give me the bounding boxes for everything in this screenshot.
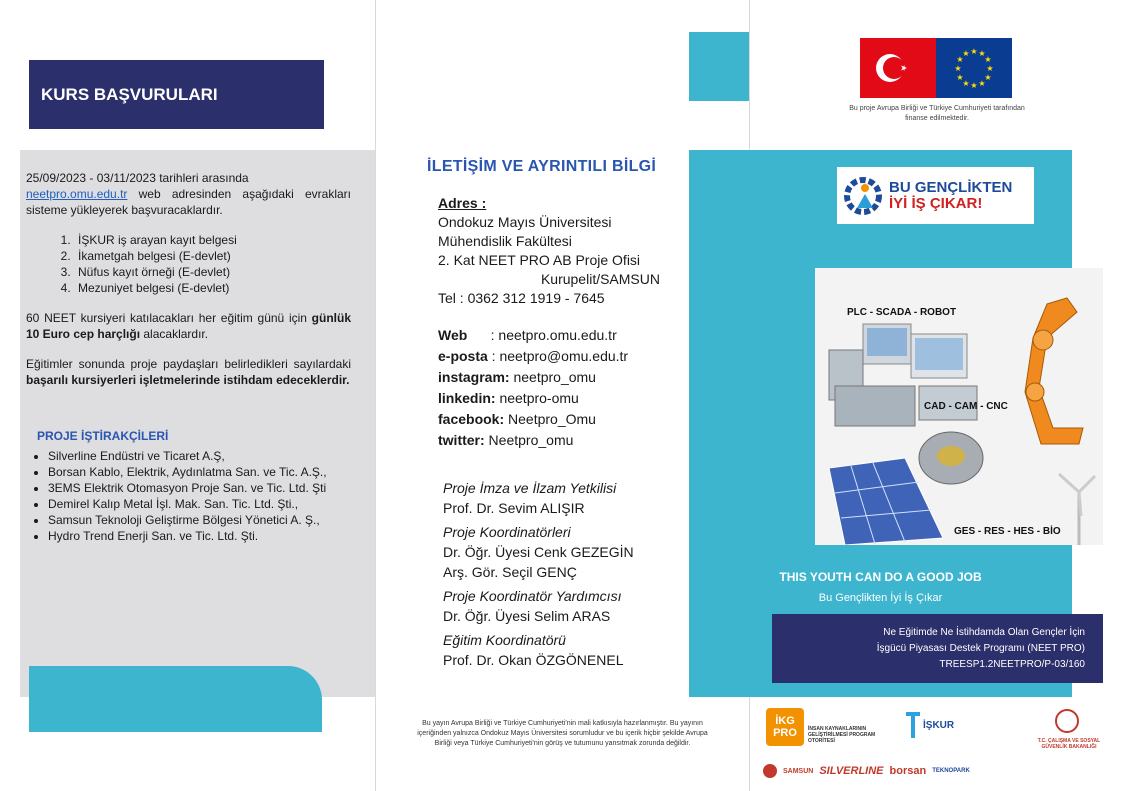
role-name: Dr. Öğr. Üyesi Selim ARAS <box>443 608 611 624</box>
svg-text:★: ★ <box>978 79 986 88</box>
sponsor-logos <box>763 762 1118 780</box>
role-title: Proje İmza ve İlzam Yetkilisi <box>443 480 617 496</box>
role-title: Eğitim Koordinatörü <box>443 632 566 648</box>
list-item: • Hydro Trend Enerji San. ve Tic. Ltd. Şti. <box>48 528 348 544</box>
role-name: Arş. Gör. Seçil GENÇ <box>443 564 577 580</box>
employment-text <box>26 356 351 388</box>
address-city: Kurupelit/SAMSUN <box>540 271 660 287</box>
sponsor-logo: SILVERLINE <box>819 765 884 777</box>
turkey-flag-icon <box>860 38 936 98</box>
program-line1: Ne Eğitimde Ne İstihdamda Olan Gençler İçin <box>883 627 1085 638</box>
photo-label: CAD - CAM - CNC <box>924 401 1008 412</box>
contact-label: e-posta <box>438 348 488 364</box>
youth-slogan <box>689 570 1072 604</box>
contact-label: linkedin: <box>438 390 496 406</box>
contact-email <box>438 346 628 367</box>
panel-divider-1 <box>375 0 376 791</box>
contact-value[interactable]: : neetpro.omu.edu.tr <box>467 327 617 343</box>
kurs-title-text: KURS BAŞVURULARI <box>41 84 218 104</box>
role-title: Proje Koordinatörleri <box>443 524 571 540</box>
eu-flag-icon <box>936 38 1012 98</box>
teal-decoration-left <box>29 666 322 732</box>
intro-paragraph <box>26 186 351 218</box>
ministry-seal-icon <box>1055 709 1079 733</box>
sponsor-logo: TEKNOPARK <box>932 768 970 774</box>
contact-linkedin <box>438 388 628 409</box>
teal-decoration-square <box>689 32 749 101</box>
telephone: Tel : 0362 312 1919 - 7645 <box>438 290 605 306</box>
sponsor-logo: borsan <box>889 765 927 777</box>
program-box <box>772 614 1103 683</box>
contact-list <box>438 325 628 451</box>
pocket-post: alacaklardır. <box>140 327 209 341</box>
photo-label: GES - RES - HES - BİO <box>954 526 1061 537</box>
eu-funding-note: Bu proje Avrupa Birliği ve Türkiye Cumhuriyeti tarafından finanse edilmektedir. <box>849 105 1025 122</box>
photo-label: PLC - SCADA - ROBOT <box>847 307 957 318</box>
address-label: Adres : <box>438 195 487 211</box>
contact-title: İLETİŞİM VE AYRINTILI BİLGİ <box>427 158 657 175</box>
list-item: 1. İŞKUR iş arayan kayıt belgesi <box>74 232 351 248</box>
youth-slogan-en: THIS YOUTH CAN DO A GOOD JOB <box>779 570 982 584</box>
program-code: TREESP1.2NEETPRO/P-03/160 <box>939 659 1085 670</box>
contact-value[interactable]: neetpro-omu <box>495 390 579 406</box>
contact-label: facebook: <box>438 411 505 427</box>
svg-text:★: ★ <box>978 49 986 58</box>
iskur-icon <box>906 712 920 738</box>
svg-text:★: ★ <box>954 64 962 73</box>
contact-value[interactable]: neetpro_omu <box>509 369 596 385</box>
svg-text:★: ★ <box>956 73 964 82</box>
svg-text:★: ★ <box>984 73 992 82</box>
omu-logo-icon <box>763 764 777 778</box>
role-name: Prof. Dr. Sevim ALIŞIR <box>443 500 585 516</box>
address-block <box>438 194 660 308</box>
address-line: 2. Kat NEET PRO AB Proje Ofisi <box>438 252 641 268</box>
disclaimer: Bu yayın Avrupa Birliği ve Türkiye Cumhuriyeti'nin mali katkısıyla hazırlanmıştır. Bu yayının içeriğinden yalnızca Ondokuz Mayıs Üniversitesi sorumludur ve bu içerik hiçbir şekilde Avrupa Birliği veya Türkiye Cumhuriyeti'nin görüş ve tutumunu yansıtmak zorunda değildir. <box>417 720 708 747</box>
contact-label: Web <box>438 327 468 343</box>
slogan-line2: İYİ İŞ ÇIKAR! <box>889 194 983 212</box>
ikg-pro-logo <box>766 708 804 746</box>
contact-label: twitter: <box>438 432 485 448</box>
list-item: • Samsun Teknoloji Geliştirme Bölgesi Yönetici A. Ş., <box>48 512 348 528</box>
contact-value[interactable]: : neetpro@omu.edu.tr <box>487 348 629 364</box>
slogan-line1: BU GENÇLİKTEN <box>889 178 1013 196</box>
youth-slogan-tr: Bu Gençlikten İyi İş Çıkar <box>818 592 943 604</box>
contact-label: instagram: <box>438 369 510 385</box>
svg-text:★: ★ <box>984 55 992 64</box>
list-item: 3. Nüfus kayıt örneği (E-devlet) <box>74 264 351 280</box>
svg-text:★: ★ <box>970 81 978 90</box>
iskur-logo <box>906 712 954 738</box>
slogan-text <box>889 180 1012 212</box>
program-line2: İşgücü Piyasası Destek Programı (NEET PRO) <box>876 643 1085 654</box>
kurs-basvurulari-title <box>29 60 324 129</box>
ministry-name: T.C. ÇALIŞMA VE SOSYAL GÜVENLİK BAKANLIĞI <box>1037 738 1101 750</box>
website-link[interactable]: neetpro.omu.edu.tr <box>26 187 128 201</box>
employ-bold: başarılı kursiyerleri işletmelerinde istihdam edeceklerdir. <box>26 373 350 387</box>
pocket-bold: günlük 10 Euro cep harçlığı <box>26 311 351 341</box>
slogan-logo <box>837 167 1034 224</box>
list-item: • Silverline Endüstri ve Ticaret A.Ş, <box>48 448 348 464</box>
address-line: Mühendislik Fakültesi <box>438 233 572 249</box>
pocket-pre: 60 NEET kursiyeri katılacakları her eğitim günü için <box>26 311 312 325</box>
flags <box>860 38 1012 98</box>
partners-list <box>26 448 348 544</box>
employ-pre: Eğitimler sonunda proje paydaşları belirledikleri sayılardaki <box>26 357 351 371</box>
partners-title: PROJE İŞTİRAKÇİLERİ <box>37 429 169 443</box>
list-item: 4. Mezuniyet belgesi (E-devlet) <box>74 280 351 296</box>
svg-text:★: ★ <box>986 64 994 73</box>
list-item: • 3EMS Elektrik Otomasyon Proje San. ve Tic. Ltd. Şti <box>48 480 348 496</box>
documents-list <box>26 232 351 296</box>
role-name: Dr. Öğr. Üyesi Cenk GEZEGİN <box>443 544 634 560</box>
iskur-text: İŞKUR <box>923 719 955 731</box>
project-roles <box>443 478 634 670</box>
contact-instagram <box>438 367 628 388</box>
contact-value[interactable]: Neetpro_Omu <box>504 411 596 427</box>
ikg-pro-logo-text: İKG PRO <box>773 715 797 739</box>
role-name: Prof. Dr. Okan ÖZGÖNENEL <box>443 652 624 668</box>
svg-text:★: ★ <box>962 79 970 88</box>
contact-facebook <box>438 409 628 430</box>
svg-text:★: ★ <box>956 55 964 64</box>
ikg-pro-caption: İNSAN KAYNAKLARININ GELİŞTİRİLMESİ PROGRAM OTORİTESİ <box>808 726 876 744</box>
gear-people-icon <box>841 174 885 218</box>
sponsor-logo: SAMSUN <box>783 767 814 775</box>
list-item: • Borsan Kablo, Elektrik, Aydınlatma San. ve Tic. A.Ş., <box>48 464 348 480</box>
svg-text:★: ★ <box>970 47 978 56</box>
training-collage <box>815 268 1103 545</box>
intro-rest: web adresinden aşağıdaki evrakları sisteme yükleyerek başvuracaklardır. <box>26 187 351 217</box>
contact-value[interactable]: Neetpro_omu <box>484 432 574 448</box>
list-item: 2. İkametgah belgesi (E-devlet) <box>74 248 351 264</box>
svg-text:★: ★ <box>962 49 970 58</box>
contact-twitter <box>438 430 628 451</box>
address-line: Ondokuz Mayıs Üniversitesi <box>438 214 612 230</box>
intro-date: 25/09/2023 - 03/11/2023 tarihleri arasında <box>26 171 249 185</box>
pocket-money-text <box>26 310 351 342</box>
contact-web <box>438 325 628 346</box>
list-item: • Demirel Kalıp Metal İşl. Mak. San. Tic. Ltd. Şti., <box>48 496 348 512</box>
application-text <box>26 170 351 388</box>
role-title: Proje Koordinatör Yardımcısı <box>443 588 622 604</box>
